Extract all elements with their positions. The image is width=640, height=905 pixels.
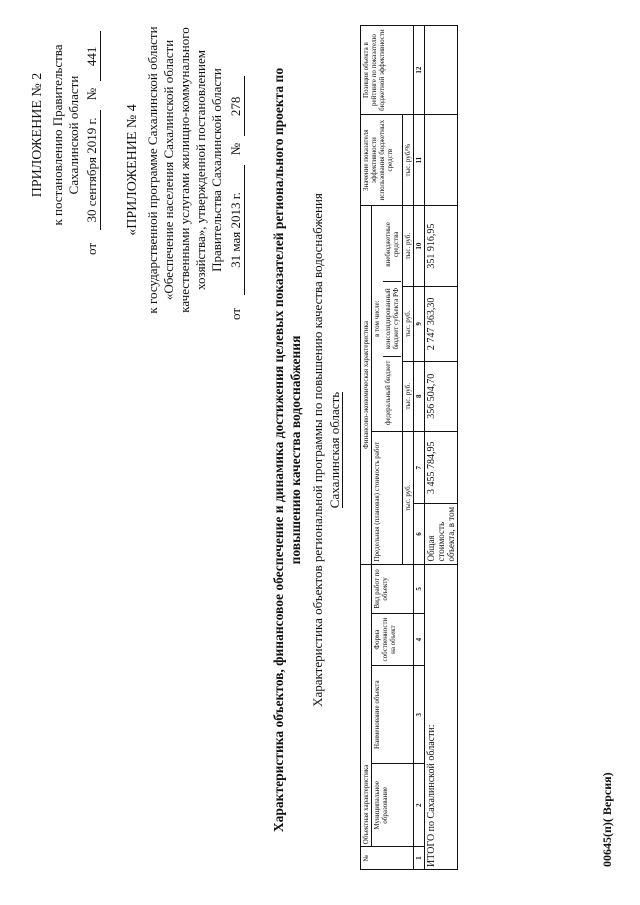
col-num: 10	[414, 206, 425, 287]
annex-2-date-line	[84, 15, 101, 255]
total-indicator	[425, 115, 458, 206]
header-share: Позиция объекта в рейтинге по показателю бюджетной эффективности	[361, 26, 414, 115]
annex-4-body: к государственной программе Сахалинской области «Обеспечение населения Сахалинской области качественными услугами жилищно-коммунального хозяйства», утвержденной постановлением Правительства Сахалинской области	[145, 26, 224, 314]
header-consolidated: консолидированный бюджет субъекта РФ	[383, 281, 401, 356]
header-incl-table	[383, 208, 401, 429]
col-num: 3	[414, 666, 425, 764]
total-cost: 3 455 784,95	[425, 431, 458, 503]
total-consolidated: 2 747 363,30	[425, 287, 458, 362]
unit-extrabudget: тыс. руб.	[403, 206, 414, 287]
annex-2-title: ПРИЛОЖЕНИЕ № 2	[30, 72, 45, 198]
annex-2-no-label: №	[84, 87, 99, 101]
annex-2-from-label: от	[84, 242, 99, 255]
total-label: ИТОГО по Сахалинской области:	[425, 564, 458, 869]
header-incl	[372, 206, 403, 432]
document-title: Характеристика объектов, финансовое обеспечение и динамика достижения целевых показателей регионального проекта по повышению качества водоснабжения	[271, 67, 303, 833]
col-num: 1	[414, 847, 425, 870]
col-num: 8	[414, 361, 425, 431]
col-num: 5	[414, 564, 425, 614]
col-num: 4	[414, 614, 425, 666]
annex-4-date-line	[228, 20, 245, 320]
header-ownership: Форма собственности на объект	[372, 614, 414, 666]
col-num: 6	[414, 504, 425, 564]
region-name: Сахалинская область	[327, 391, 342, 509]
header-finance: Финансово-экономическая характеристика	[361, 206, 372, 564]
annex-2-block	[30, 15, 101, 255]
col-num: 12	[414, 26, 425, 115]
total-row	[425, 26, 458, 870]
unit-indicator: тыс. руб/%	[403, 115, 414, 206]
col-num: 2	[414, 764, 425, 847]
annex-4-block	[125, 20, 245, 320]
header-federal: федеральный бюджет	[383, 356, 401, 429]
header-extrabudget: внебюджетные средства	[384, 222, 400, 267]
objects-table	[360, 25, 458, 870]
header-cost: Предельная (плановая) стоимость работ	[372, 431, 403, 564]
document-footer: 00645(п)( Версия)	[600, 772, 614, 867]
total-share	[425, 26, 458, 115]
annex-2-date: 30 сентября 2019 г.	[84, 110, 101, 230]
annex-4-date: 31 мая 2013 г.	[228, 165, 245, 295]
col-num: 11	[414, 115, 425, 206]
header-municipal: Муниципальное образование	[372, 764, 414, 847]
annex-2-line2: Сахалинской области	[66, 75, 81, 195]
total-federal: 356 504,70	[425, 361, 458, 431]
unit-federal: тыс. руб.	[403, 361, 414, 431]
annex-2-number: 441	[84, 31, 101, 81]
header-object: Объектная характеристика	[361, 564, 372, 847]
unit-cost: тыс. руб.	[403, 431, 414, 564]
column-numbers-row	[414, 26, 425, 870]
total-desc: Общая стоимость объекта, в том	[425, 504, 458, 564]
header-indicator: Значение показателя эффективности использования бюджетных средств	[361, 115, 403, 206]
header-name: Наименование объекта	[372, 666, 414, 764]
col-num: 7	[414, 431, 425, 503]
header-incl-label: в том числе:	[373, 300, 381, 337]
col-num: 9	[414, 287, 425, 362]
unit-consolidated: тыс. руб.	[403, 287, 414, 362]
header-no: №	[361, 847, 414, 870]
annex-4-from-label: от	[228, 307, 243, 320]
total-extrabudget: 351 916,95	[425, 206, 458, 287]
region-line	[327, 35, 343, 865]
annex-4-no-label: №	[228, 142, 243, 156]
annex-4-number: 278	[228, 76, 245, 136]
document-subtitle: Характеристика объектов региональной программы по повышению качества водоснабжения	[310, 193, 325, 707]
annex-2-line1: к постановлению Правительства	[50, 44, 65, 226]
header-worktype: Вид работ по объекту	[372, 564, 414, 614]
annex-4-title: «ПРИЛОЖЕНИЕ № 4	[125, 104, 140, 236]
